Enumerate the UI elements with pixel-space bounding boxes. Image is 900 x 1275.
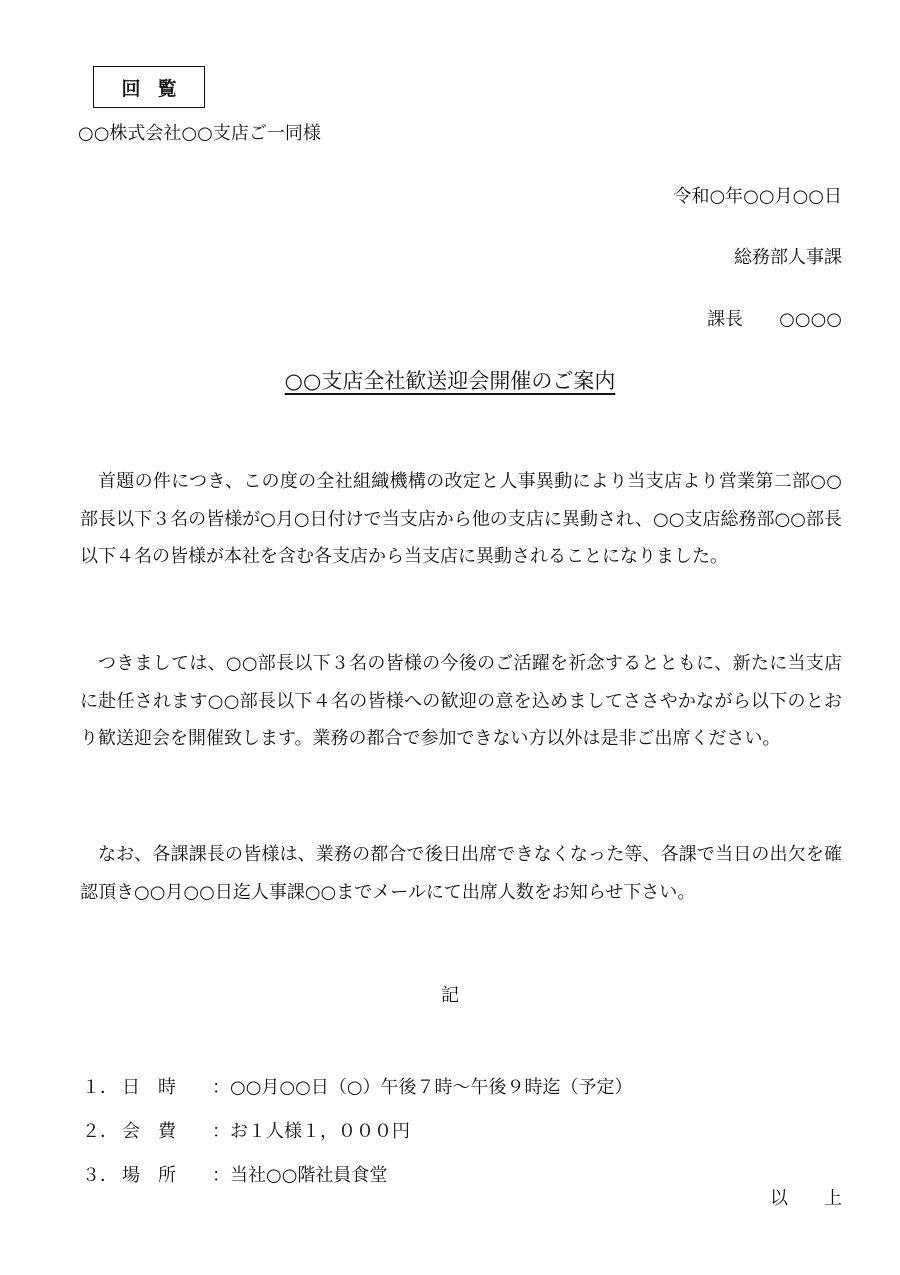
document-date: 令和○年○○月○○日 (673, 186, 842, 207)
detail-value: お１人様１，０００円 (230, 1121, 410, 1142)
addressee: ○○株式会社○○支店ご一同様 (78, 123, 321, 144)
detail-colon: ： (212, 1121, 230, 1142)
ki-heading: 記 (441, 985, 459, 1006)
detail-value: ○○月○○日（○）午後７時～午後９時迄（予定） (230, 1077, 633, 1098)
sender-name: 課長 ○○○○ (707, 309, 842, 330)
detail-colon: ： (212, 1077, 230, 1098)
detail-number: １． (82, 1077, 118, 1098)
detail-item-fee (82, 1108, 633, 1152)
body-paragraph-2: つきましては、○○部長以下３名の皆様の今後のご活躍を祈念するとともに、新たに当支店に赴任されます○○部長以下４名の皆様への歓迎の意を込めましてささやかながら以下のとおり歓送迎会を開催致します。業務の都合で参加できない方以外は是非ご出席ください。 (80, 653, 842, 749)
sender-department: 総務部人事課 (734, 247, 842, 268)
detail-number: ２． (82, 1121, 118, 1142)
detail-label: 会 費 (122, 1121, 176, 1142)
document-title-text: ○○支店全社歓送迎会開催のご案内 (284, 369, 616, 393)
body-paragraph-1: 首題の件につき、この度の全社組織機構の改定と人事異動により当支店より営業第二部○○部長以下３名の皆様が○月○日付けで当支店から他の支店に異動され、○○支店総務部○○部長以下４名の皆様が本社を含む各支店から当支店に異動されることになりました。 (80, 471, 842, 567)
detail-label: 場 所 (122, 1165, 176, 1186)
detail-item-datetime (82, 1064, 633, 1108)
details-list (82, 1064, 633, 1196)
closing-mark: 以 上 (770, 1188, 842, 1209)
detail-colon: ： (212, 1165, 230, 1186)
document-title (0, 366, 900, 396)
body-paragraph-3: なお、各課課長の皆様は、業務の都合で後日出席できなくなった等、各課で当日の出欠を確認頂き○○月○○日迄人事課○○までメールにて出席人数をお知らせ下さい。 (80, 844, 842, 903)
detail-label: 日 時 (122, 1077, 176, 1098)
circulation-stamp-label: 回覧 (121, 77, 194, 100)
detail-number: ３． (82, 1165, 118, 1186)
detail-value: 当社○○階社員食堂 (230, 1165, 388, 1186)
detail-item-venue (82, 1152, 633, 1196)
circulation-stamp-box (93, 66, 205, 108)
